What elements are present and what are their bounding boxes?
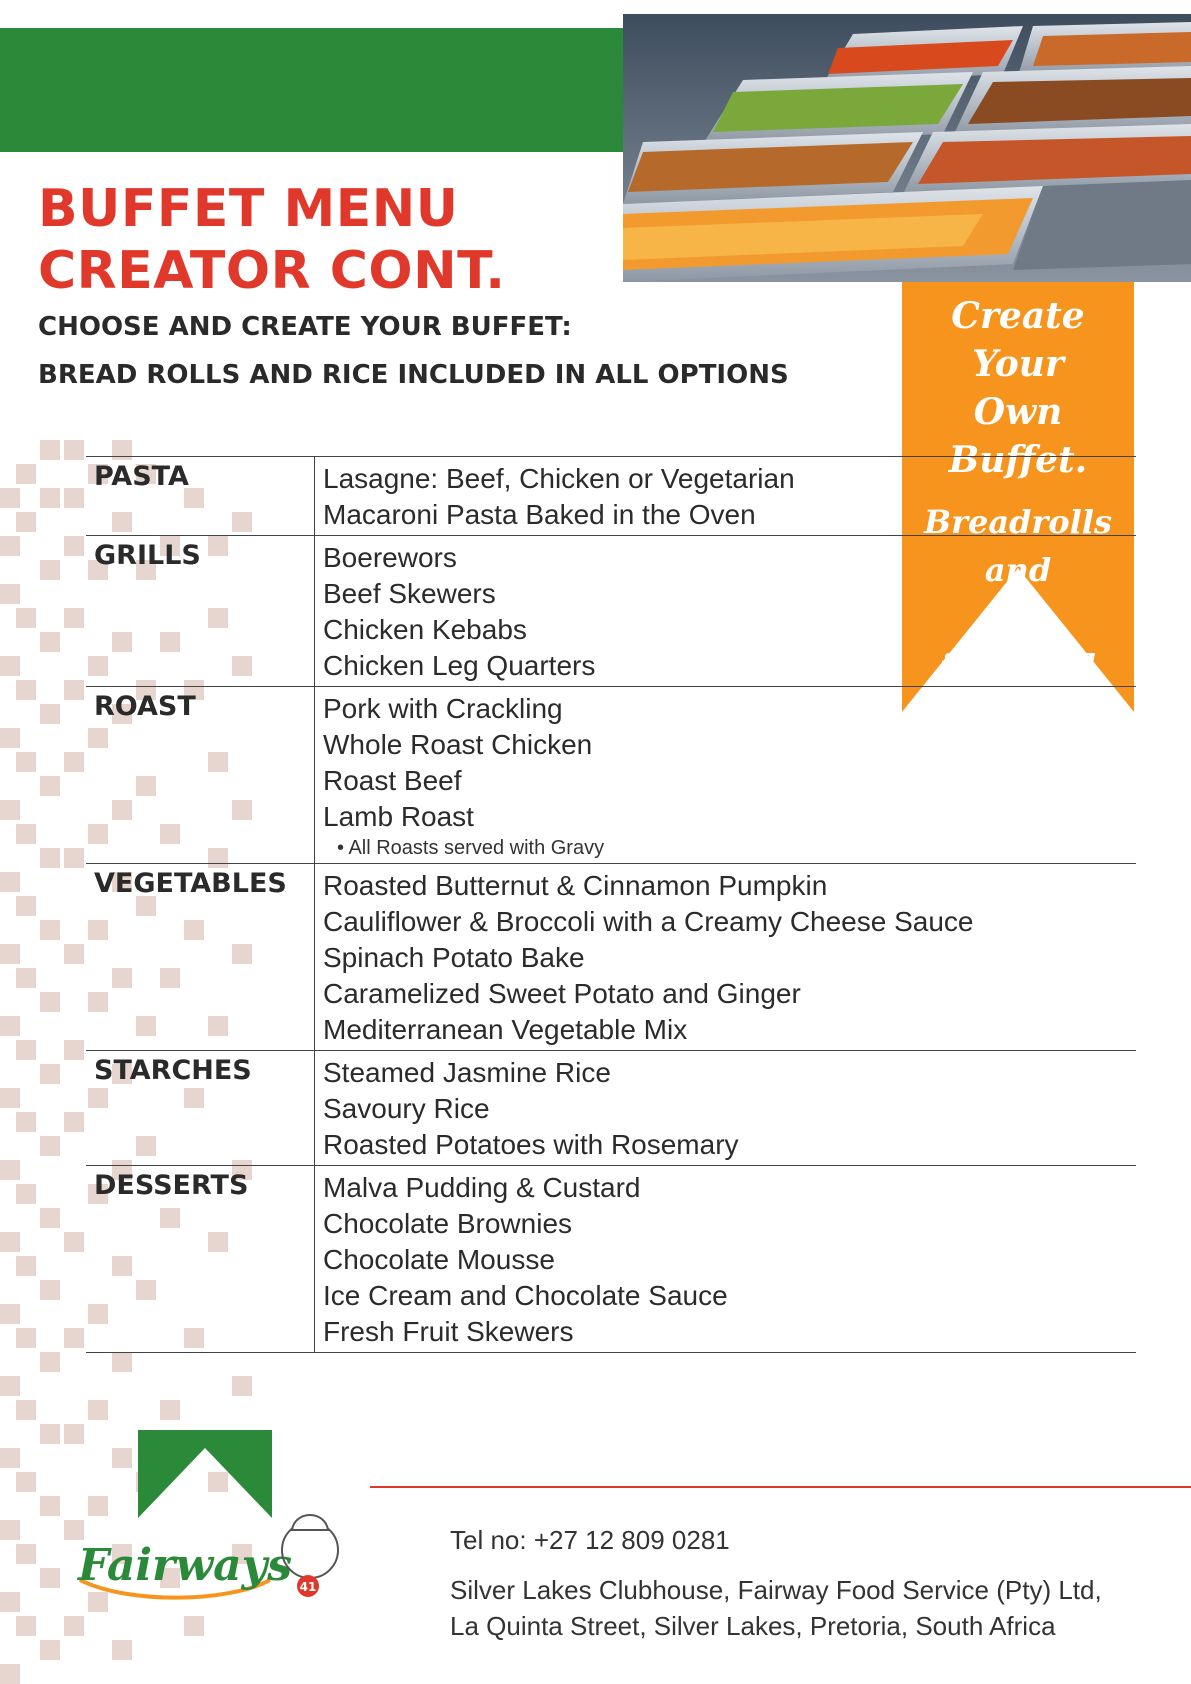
menu-row-grills — [86, 536, 1136, 687]
category-label: STARCHES — [86, 1051, 315, 1166]
fairways-logo — [70, 1430, 370, 1640]
menu-item: Ice Cream and Chocolate Sauce — [323, 1280, 728, 1311]
menu-item: Roasted Potatoes with Rosemary — [323, 1129, 739, 1160]
menu-item: Steamed Jasmine Rice — [323, 1057, 611, 1088]
menu-item: Lamb Roast — [323, 801, 474, 832]
ribbon-line-3: Breadrolls and — [924, 503, 1112, 589]
buffet-menu-table — [86, 456, 1136, 1353]
menu-item: Chicken Kebabs — [323, 614, 527, 645]
menu-row-vegetables — [86, 864, 1136, 1051]
menu-item: Fresh Fruit Skewers — [323, 1316, 574, 1347]
menu-item: Whole Roast Chicken — [323, 729, 593, 760]
logo-wordmark: Fairways — [78, 1540, 292, 1591]
buffet-food-photo — [623, 14, 1191, 282]
menu-item: Spinach Potato Bake — [323, 942, 585, 973]
ribbon-line-5: in all options — [951, 695, 1085, 781]
contact-address-line-2: La Quinta Street, Silver Lakes, Pretoria, South Africa — [450, 1611, 1056, 1641]
menu-row-desserts — [86, 1166, 1136, 1353]
footer-divider — [370, 1486, 1191, 1488]
green-header-bar — [0, 28, 624, 152]
menu-item: Chicken Leg Quarters — [323, 650, 596, 681]
category-label: PASTA — [86, 457, 315, 536]
menu-row-starches — [86, 1051, 1136, 1166]
menu-row-pasta — [86, 457, 1136, 536]
menu-item: Malva Pudding & Custard — [323, 1172, 641, 1203]
contact-address-line-1: Silver Lakes Clubhouse, Fairway Food Service (Pty) Ltd, — [450, 1575, 1102, 1605]
menu-row-roast — [86, 687, 1136, 864]
ribbon-line-1: Create Your — [951, 295, 1085, 385]
menu-item: Cauliflower & Broccoli with a Creamy Cheese Sauce — [323, 906, 974, 937]
menu-item: Macaroni Pasta Baked in the Oven — [323, 499, 756, 530]
category-label: GRILLS — [86, 536, 315, 687]
subtitle-line-1: CHOOSE AND CREATE YOUR BUFFET: — [38, 312, 572, 342]
category-label: VEGETABLES — [86, 864, 315, 1051]
ribbon-line-4: rice included — [940, 599, 1096, 685]
title-line-2: CREATOR CONT. — [38, 241, 506, 301]
menu-item: Lasagne: Beef, Chicken or Vegetarian — [323, 463, 795, 494]
menu-item: Boerewors — [323, 542, 457, 573]
menu-item: Roast Beef — [323, 765, 462, 796]
ribbon-line-2: Own Buffet. — [948, 391, 1088, 481]
subtitle-line-2: BREAD ROLLS AND RICE INCLUDED IN ALL OPTIONS — [38, 360, 789, 390]
menu-item: Caramelized Sweet Potato and Ginger — [323, 978, 801, 1009]
menu-item: Beef Skewers — [323, 578, 496, 609]
menu-item: Chocolate Mousse — [323, 1244, 555, 1275]
title-line-1: BUFFET MENU — [38, 179, 459, 239]
menu-item: Pork with Crackling — [323, 693, 563, 724]
menu-item: Savoury Rice — [323, 1093, 490, 1124]
category-label: DESSERTS — [86, 1166, 315, 1353]
logo-badge: 41 — [299, 1580, 317, 1594]
contact-tel: Tel no: +27 12 809 0281 — [450, 1525, 730, 1555]
menu-item: Roasted Butternut & Cinnamon Pumpkin — [323, 870, 828, 901]
menu-note: • All Roasts served with Gravy — [337, 837, 605, 859]
page-title — [38, 178, 505, 302]
category-label: ROAST — [86, 687, 315, 864]
menu-item: Mediterranean Vegetable Mix — [323, 1014, 688, 1045]
menu-item: Chocolate Brownies — [323, 1208, 573, 1239]
